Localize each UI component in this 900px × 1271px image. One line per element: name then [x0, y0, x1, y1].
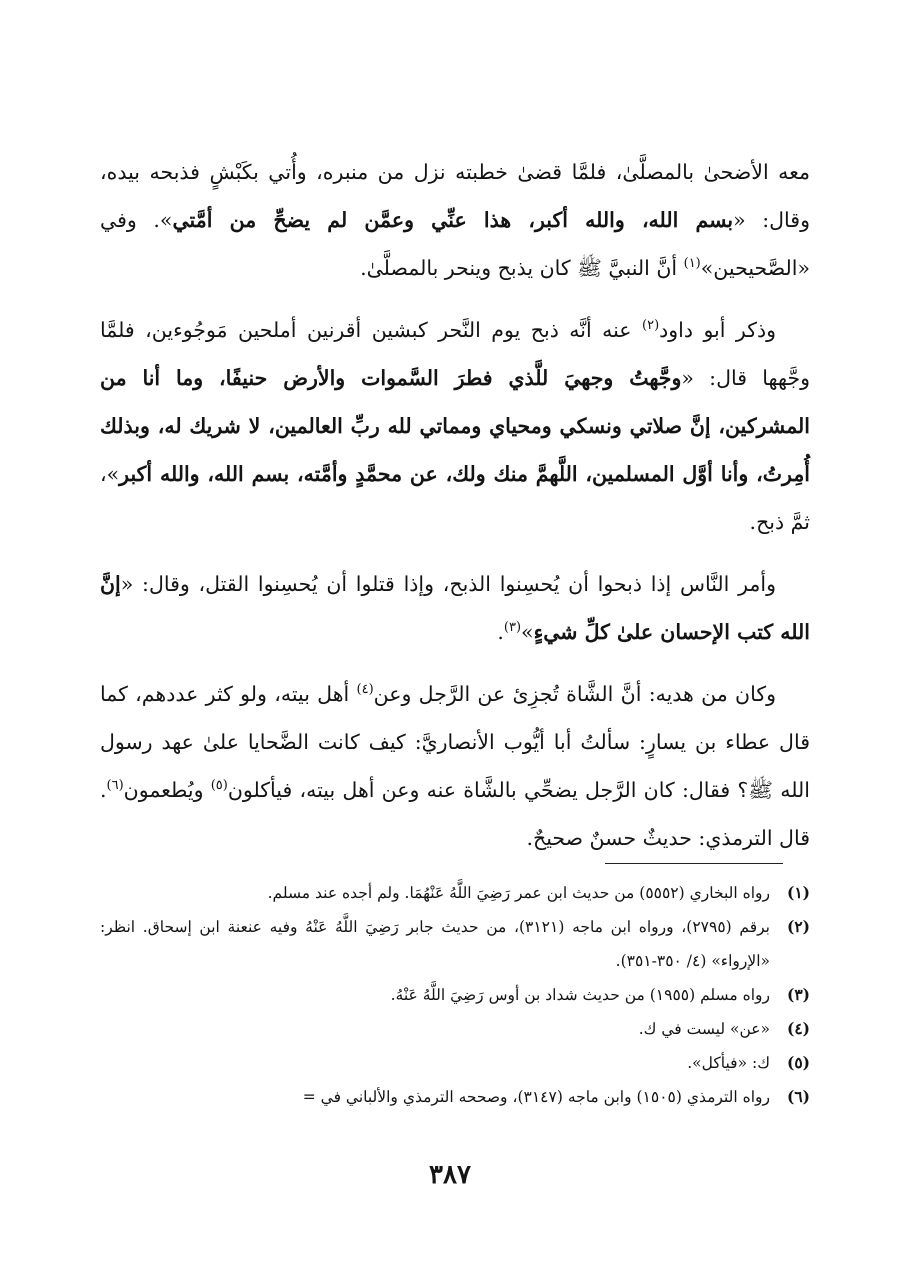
paragraph-3	[100, 560, 810, 656]
text-run: عنه أنَّه ذبح يوم النَّحر كبشين أقرنين أملحين مَوجُوءين، فلمَّا وجَّهها قال: «	[100, 318, 811, 390]
text-run: . قال الترمذي: حديثٌ حسنٌ صحيحٌ.	[100, 778, 810, 850]
footnote-ref: (٤)	[356, 682, 374, 698]
footnote-ref: (٥)	[210, 778, 228, 794]
footnote-number: (٢)	[786, 917, 810, 936]
footnote-ref: (٣)	[503, 620, 522, 636]
text-run: وأمر النَّاس إذا ذبحوا أن يُحسِنوا الذبح، وإذا قتلوا أن يُحسِنوا القتل، وقال: «	[120, 572, 776, 596]
text-run: معه الأضحىٰ بالمصلَّىٰ، فلمَّا قضىٰ خطبته نزل من منبره، وأُتي بكَبْشٍ فذبحه بيده، وقال: «	[100, 160, 810, 232]
footnote-text: برقم (٢٧٩٥)، ورواه ابن ماجه (٣١٢١)، من حديث جابر رَضِيَ اللَّهُ عَنْهُ وفيه عنعنة ابن إسحاق. انظر: «الإرواء» (٤/ ٣٥٠-٣٥١).	[100, 918, 770, 970]
hadith-quote: بسم الله، والله أكبر، هذا عنِّي وعمَّن لم يضحِّ من أمَّتي	[172, 208, 734, 232]
hadith-quote: وجَّهتُ وجهيَ للَّذي فطرَ السَّموات والأرض حنيفًا، وما أنا من المشركين، إنَّ صلاتي ونسكي ومحياي ومماتي لله ربِّ العالمين، لا شريك له، وبذلك أُمِرتُ، وأنا أوَّل المسلمين، اللَّهمَّ منك ولك، عن محمَّدٍ وأمَّته، بسم الله، والله أكبر	[100, 366, 810, 486]
footnote-item	[100, 1046, 810, 1080]
footnotes	[100, 876, 810, 1114]
paragraph-1	[100, 148, 810, 292]
footnote-number: (٤)	[786, 1019, 810, 1038]
text-run: »	[521, 620, 534, 644]
text-run: وكان من هديه: أنَّ الشَّاة تُجزِئ عن الرَّجل وعن	[373, 682, 776, 706]
footnote-item	[100, 1080, 810, 1114]
footnote-text: رواه الترمذي (١٥٠٥) وابن ماجه (٣١٤٧)، وصححه الترمذي والألباني في =	[302, 1088, 770, 1106]
page-number: ٣٨٧	[429, 1160, 471, 1190]
main-text	[100, 148, 810, 862]
footnote-number: (١)	[786, 883, 810, 902]
footnote-item	[100, 910, 810, 978]
footnote-text: «عن» ليست في ك.	[638, 1020, 770, 1038]
text-run: .	[497, 620, 504, 644]
text-run: وذكر أبو داود	[659, 318, 776, 342]
footnote-text: رواه البخاري (٥٥٥٢) من حديث ابن عمر رَضِيَ اللَّهُ عَنْهُمَا. ولم أجده عند مسلم.	[267, 884, 770, 902]
footnote-number: (٣)	[786, 985, 810, 1004]
paragraph-4	[100, 670, 810, 862]
text-run: ويُطعمون	[123, 778, 211, 802]
footnote-item	[100, 978, 810, 1012]
footnote-item	[100, 1012, 810, 1046]
footnote-text: ك: «فيأكل».	[687, 1054, 770, 1072]
footnote-ref: (٢)	[642, 318, 660, 334]
hadith-quote: إنَّ الله كتب الإحسان علىٰ كلِّ شيءٍ	[100, 572, 810, 644]
text-run: »، ثمَّ ذبح.	[100, 462, 810, 534]
footnote-ref: (٦)	[106, 778, 124, 794]
footnote-number: (٦)	[786, 1087, 810, 1106]
paragraph-2	[100, 306, 810, 546]
text-run: ». وفي «الصَّحيحين»	[100, 208, 810, 280]
text-run: أهل بيته، ولو كثر عددهم، كما قال عطاء بن يسارٍ: سألتُ أبا أيُّوب الأنصاريَّ: كيف كانت الضَّحايا علىٰ عهد رسول الله ﷺ؟ فقال: كان الرَّجل يضحِّي بالشَّاة عنه وعن أهل بيته، فيأكلون	[100, 682, 810, 802]
footnote-ref: (١)	[683, 256, 701, 272]
footnote-text: رواه مسلم (١٩٥٥) من حديث شداد بن أوس رَضِيَ اللَّهُ عَنْهُ.	[390, 986, 770, 1004]
footnote-number: (٥)	[786, 1053, 810, 1072]
footnote-item	[100, 876, 810, 910]
text-run: أنَّ النبيَّ ﷺ كان يذبح وينحر بالمصلَّىٰ.	[360, 256, 684, 280]
footnote-separator	[605, 863, 783, 864]
